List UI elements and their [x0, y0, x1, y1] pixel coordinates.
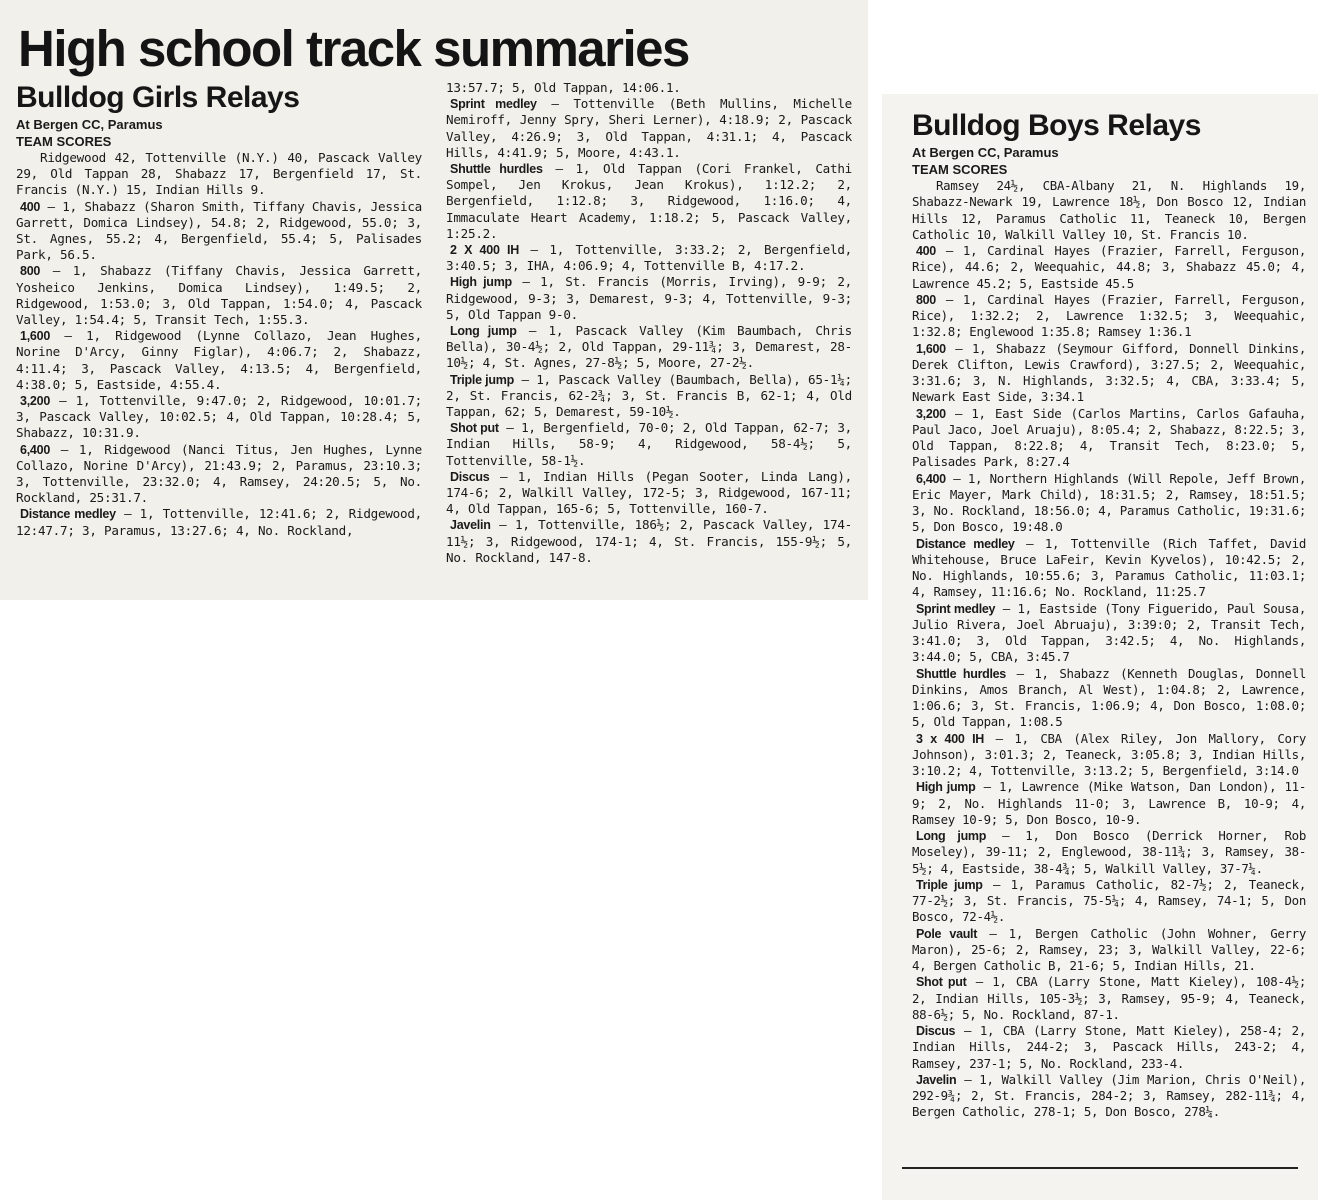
girls-event-name: 400: [20, 199, 41, 214]
boys-event-name: 3,200: [916, 406, 946, 421]
girls-section-title: Bulldog Girls Relays: [16, 81, 300, 114]
headline: High school track summaries: [18, 20, 689, 77]
boys-team-scores: Ramsey 24½, CBA-Albany 21, N. Highlands 19, Shabazz-Newark 19, Lawrence 18½, Don Bosco 12, Indian Hills 12, Paramus Catholic 11, Teaneck 10, Bergen Catholic 10, Walkill Valley 10, St. Francis 10.: [912, 178, 1306, 242]
boys-event-name: Shuttle hurdles: [916, 666, 1006, 681]
boys-event-name: Distance medley: [916, 536, 1015, 551]
girls-event-name: Long jump: [450, 324, 517, 339]
girls-team-scores-label: TEAM SCORES: [16, 134, 112, 149]
girls-event-result: [446, 242, 852, 274]
girls-event-result: [446, 323, 852, 372]
girls-event-text: — 1, Ridgewood (Lynne Collazo, Jean Hughes, Norine D'Arcy, Ginny Figlar), 4:06.7; 2, Shabazz, 4:11.4; 3, Pascack Valley, 4:13.5; 4, Bergenfield, 4:38.0; 5, Eastside, 4:55.4.: [16, 328, 422, 392]
girls-event-text: — 1, Tottenville, 12:41.6; 2, Ridgewood, 12:47.7; 3, Paramus, 13:27.6; 4, No. Rockland,: [16, 506, 422, 538]
girls-event-result: [446, 161, 852, 242]
boys-event-text: — 1, East Side (Carlos Martins, Carlos Gafauha, Paul Jaco, Joel Aruaju), 8:05.4; 2, Shabazz, 8:22.5; 3, Old Tappan, 8:22.8; 4, Transit Tech, 8:23.0; 5, Palisades Park, 8:27.4: [912, 405, 1306, 470]
girls-event-text: — 1, Pascack Valley (Kim Baumbach, Chris Bella), 30-4½; 2, Old Tappan, 29-11¾; 3, Demarest, 28-10½; 4, St. Agnes, 27-8½; 5, Moore, 27-2½.: [446, 323, 852, 371]
boys-event-text: — 1, CBA (Larry Stone, Matt Kieley), 258-4; 2, Indian Hills, 244-2; 3, Pascack Hills, 243-2; 4, Ramsey, 237-1; 5, No. Rockland, 233-4.: [912, 1023, 1306, 1071]
boys-results: [912, 178, 1306, 1121]
boys-event-text: — 1, Paramus Catholic, 82-7½; 2, Teaneck, 77-2½; 3, St. Francis, 75-5¼; 4, Ramsey, 74-1; 5, Don Bosco, 72-4½.: [912, 876, 1307, 925]
girls-event-text: — 1, Tottenville, 186½; 2, Pascack Valley, 174-11½; 3, Ridgewood, 174-1; 4, St. Francis, 155-9½; 5, No. Rockland, 147-8.: [446, 517, 852, 565]
girls-event-name: 1,600: [20, 329, 51, 344]
girls-event-name: Discus: [450, 469, 490, 484]
girls-event-text: — 1, Ridgewood (Nanci Titus, Jen Hughes, Lynne Collazo, Norine D'Arcy), 21:43.9; 2, Paramus, 23:10.3; 3, Tottenville, 23:32.0; 4, Ramsey, 24:20.5; 5, No. Rockland, 25:31.7.: [16, 441, 422, 506]
girls-columns: [16, 80, 852, 566]
boys-event-result: [912, 1023, 1306, 1072]
boys-event-text: — 1, Eastside (Tony Figuerido, Paul Sousa, Julio Rivera, Joel Abruaju), 3:39:0; 2, Transit Tech, 3:41.0; 3, Old Tappan, 3:42.5; 4, No. Highlands, 3:44.0; 5, CBA, 3:45.7: [912, 600, 1306, 665]
girls-event-name: 6,400: [20, 442, 51, 457]
girls-column-1: [16, 80, 422, 566]
girls-event-name: 3,200: [20, 394, 51, 409]
girls-event-name: 800: [20, 264, 41, 279]
girls-column-2: [446, 80, 852, 566]
boys-event-result: [912, 1072, 1306, 1121]
boys-event-text: — 1, Bergen Catholic (John Wohner, Gerry Maron), 25-6; 2, Ramsey, 23; 3, Walkill Valley, 22-6; 4, Bergen Catholic B, 21-6; 5, Indian Hills, 21.: [912, 925, 1307, 973]
boys-clipping: [882, 94, 1318, 1200]
girls-venue: At Bergen CC, Paramus: [16, 117, 163, 132]
girls-event-name: 2 X 400 IH: [450, 243, 520, 258]
girls-event-result: [16, 199, 422, 264]
girls-event-text: — 1, Tottenville, 3:33.2; 2, Bergenfield, 3:40.5; 3, IHA, 4:06.9; 4, Tottenville B, 4:17.2.: [446, 242, 852, 274]
boys-event-result: [912, 471, 1306, 536]
girls-event-result: [446, 469, 852, 518]
boys-venue: At Bergen CC, Paramus: [912, 145, 1059, 160]
girls-event-result: [16, 263, 422, 328]
boys-event-text: — 1, Shabazz (Seymour Gifford, Donnell Dinkins, Derek Clifton, Lewis Crawford), 3:27.5; 2, Weequahic, 3:31.6; 3, N. Highlands, 3:32.5; 4, CBA, 3:33.4; 5, Newark East Side, 3:34.1: [912, 340, 1306, 405]
girls-event-text: — 1, Old Tappan (Cori Frankel, Cathi Sompel, Jen Krokus, Jean Krokus), 1:12.2; 2, Bergenfield, 1:12.8; 3, Ridgewood, 1:16.0; 4, Immaculate Heart Academy, 1:18.2; 5, Pascack Valley, 1:25.2.: [446, 161, 852, 241]
boys-event-text: — 1, Lawrence (Mike Watson, Dan London), 11-9; 2, No. Highlands 11-0; 3, Lawrence B, 10-9; 4, Ramsey 10-9; 5, Don Bosco, 10-9.: [912, 779, 1306, 827]
girls-team-scores: Ridgewood 42, Tottenville (N.Y.) 40, Pascack Valley 29, Old Tappan 28, Shabazz 17, Bergenfield 17, St. Francis (N.Y.) 15, Indian Hills 9.: [16, 150, 422, 198]
boys-event-result: [912, 666, 1306, 731]
boys-event-result: [912, 731, 1306, 780]
girls-event-result: [446, 96, 852, 161]
girls-col2-continuation: 13:57.7; 5, Old Tappan, 14:06.1.: [446, 80, 681, 95]
boys-event-name: Pole vault: [916, 926, 978, 941]
girls-event-name: Javelin: [450, 518, 491, 533]
boys-event-name: 400: [916, 244, 936, 258]
boys-event-result: [912, 779, 1306, 828]
boys-event-name: Sprint medley: [916, 601, 996, 616]
girls-event-result: [446, 420, 852, 469]
boys-event-name: 6,400: [916, 471, 946, 486]
girls-event-name: Sprint medley: [450, 97, 537, 112]
boys-event-text: — 1, Northern Highlands (Will Repole, Jeff Brown, Eric Mayer, Mark Child), 18:31.5; 2, Ramsey, 18:51.5; 3, No. Rockland, 18:56.0; 4, Paramus Catholic, 19:31.6; 5, Don Bosco, 19:48.0: [912, 470, 1306, 535]
girls-event-text: — 1, Bergenfield, 70-0; 2, Old Tappan, 62-7; 3, Indian Hills, 58-9; 4, Ridgewood, 58-4½; 5, Tottenville, 58-1½.: [446, 420, 852, 468]
girls-event-result: [446, 274, 852, 323]
boys-event-name: 1,600: [916, 341, 946, 356]
boys-event-name: Shot put: [916, 975, 967, 990]
boys-event-result: [912, 828, 1306, 877]
girls-event-text: — 1, Shabazz (Sharon Smith, Tiffany Chavis, Jessica Garrett, Domica Lindsey), 54.8; 2, Ridgewood, 55.0; 3, St. Agnes, 55.2; 4, Bergenfield, 55.4; 5, Palisades Park, 56.5.: [16, 198, 422, 263]
girls-event-result: [16, 442, 422, 507]
boys-event-result: [912, 341, 1306, 406]
boys-event-text: — 1, CBA (Alex Riley, Jon Mallory, Cory Johnson), 3:01.3; 2, Teaneck, 3:05.8; 3, Indian Hills, 3:10.2; 4, Tottenville, 3:13.2; 5, Bergenfield, 3:14.0: [912, 730, 1306, 778]
girls-event-result: [16, 393, 422, 442]
girls-event-name: Distance medley: [20, 507, 116, 522]
girls-event-text: — 1, St. Francis (Morris, Irving), 9-9; 2, Ridgewood, 9-3; 3, Demarest, 9-3; 4, Tottenville, 9-3; 5, Old Tappan 9-0.: [446, 274, 852, 322]
girls-event-text: — 1, Pascack Valley (Baumbach, Bella), 65-1¼; 2, St. Francis, 62-2¾; 3, St. Francis B, 62-1; 4, Old Tappan, 62; 5, Demarest, 59-10½.: [446, 371, 852, 420]
boys-event-text: — 1, Shabazz (Kenneth Douglas, Donnell Dinkins, Amos Branch, Al West), 1:04.8; 2, Lawrence, 1:06.6; 3, St. Francis, 1:06.9; 4, Don Bosco, 1:08.0; 5, Old Tappan, 1:08.5: [912, 665, 1306, 730]
boys-event-name: Long jump: [916, 829, 987, 843]
bottom-rule: [902, 1167, 1298, 1169]
boys-event-name: High jump: [916, 780, 976, 795]
boys-event-name: Discus: [916, 1024, 956, 1038]
boys-event-name: Javelin: [916, 1072, 957, 1087]
boys-event-text: — 1, Cardinal Hayes (Frazier, Farrell, Ferguson, Rice), 1:32.2; 2, Lawrence 1:32.5; 3, Weequahic, 1:32.8; Englewood 1:35.8; Ramsey 1:36.1: [912, 291, 1306, 340]
boys-event-name: 800: [916, 292, 936, 307]
boys-event-result: [912, 243, 1306, 292]
girls-event-result: [16, 506, 422, 538]
boys-event-text: — 1, Cardinal Hayes (Frazier, Farrell, Ferguson, Rice), 44.6; 2, Weequahic, 44.8; 3, Shabazz 45.0; 4, Lawrence 45.2; 5, Eastside 45.5: [912, 243, 1306, 291]
boys-event-result: [912, 601, 1306, 666]
girls-event-name: High jump: [450, 275, 512, 290]
girls-event-name: Shuttle hurdles: [450, 162, 543, 177]
boys-event-text: — 1, Walkill Valley (Jim Marion, Chris O'Neil), 292-9¾; 2, St. Francis, 284-2; 3, Ramsey, 282-11¾; 4, Bergen Catholic, 278-1; 5, Don Bosco, 278¼.: [912, 1071, 1306, 1120]
girls-event-name: Triple jump: [450, 372, 515, 387]
boys-event-result: [912, 292, 1306, 341]
girls-event-text: — Tottenville (Beth Mullins, Michelle Nemiroff, Jenny Spry, Sheri Lerner), 4:18.9; 2, Pascack Valley, 4:26.9; 3, Old Tappan, 4:31.1; 4, Pascack Hills, 4:41.9; 5, Moore, 4:43.1.: [446, 96, 852, 160]
boys-event-name: 3 x 400 IH: [916, 731, 985, 746]
boys-event-text: — 1, CBA (Larry Stone, Matt Kieley), 108-4½; 2, Indian Hills, 105-3½; 3, Ramsey, 95-9; 4, Teaneck, 88-6½; 5, No. Rockland, 87-1.: [912, 974, 1306, 1022]
boys-section-title: Bulldog Boys Relays: [912, 109, 1201, 142]
girls-event-result: [16, 328, 422, 393]
girls-clipping: [0, 0, 868, 600]
girls-event-text: — 1, Indian Hills (Pegan Sooter, Linda Lang), 174-6; 2, Walkill Valley, 172-5; 3, Ridgewood, 167-11; 4, Old Tappan, 165-6; 5, Tottenville, 160-7.: [446, 468, 852, 517]
boys-team-scores-label: TEAM SCORES: [912, 162, 1008, 177]
boys-event-result: [912, 406, 1306, 471]
boys-event-text: — 1, Tottenville (Rich Taffet, David Whitehouse, Bruce LaFeir, Kevin Kyvelos), 10:42.5; 2, No. Highlands, 10:55.6; 3, Paramus Catholic, 11:03.1; 4, Ramsey, 11:16.6; No. Rockland, 11:25.7: [912, 535, 1306, 600]
girls-event-name: Shot put: [450, 421, 499, 436]
boys-event-result: [912, 926, 1306, 975]
boys-event-name: Triple jump: [916, 877, 983, 892]
girls-event-text: — 1, Shabazz (Tiffany Chavis, Jessica Garrett, Yosheico Jenkins, Domica Lindsey), 1:49.5; 2, Ridgewood, 1:53.0; 3, Old Tappan, 1:54.0; 4, Pascack Valley, 1:54.4; 5, Transit Tech, 1:55.3.: [16, 263, 422, 328]
boys-event-result: [912, 974, 1306, 1023]
boys-event-text: — 1, Don Bosco (Derrick Horner, Rob Moseley), 39-11; 2, Englewood, 38-11¾; 3, Ramsey, 38-5½; 4, Eastside, 38-4¾; 5, Walkill Valley, 37-7¼.: [912, 828, 1306, 876]
girls-event-result: [446, 372, 852, 421]
girls-event-text: — 1, Tottenville, 9:47.0; 2, Ridgewood, 10:01.7; 3, Pascack Valley, 10:02.5; 4, Old Tappan, 10:28.4; 5, Shabazz, 10:31.9.: [16, 393, 422, 441]
boys-event-result: [912, 536, 1306, 601]
boys-event-result: [912, 877, 1306, 926]
girls-event-result: [446, 517, 852, 566]
